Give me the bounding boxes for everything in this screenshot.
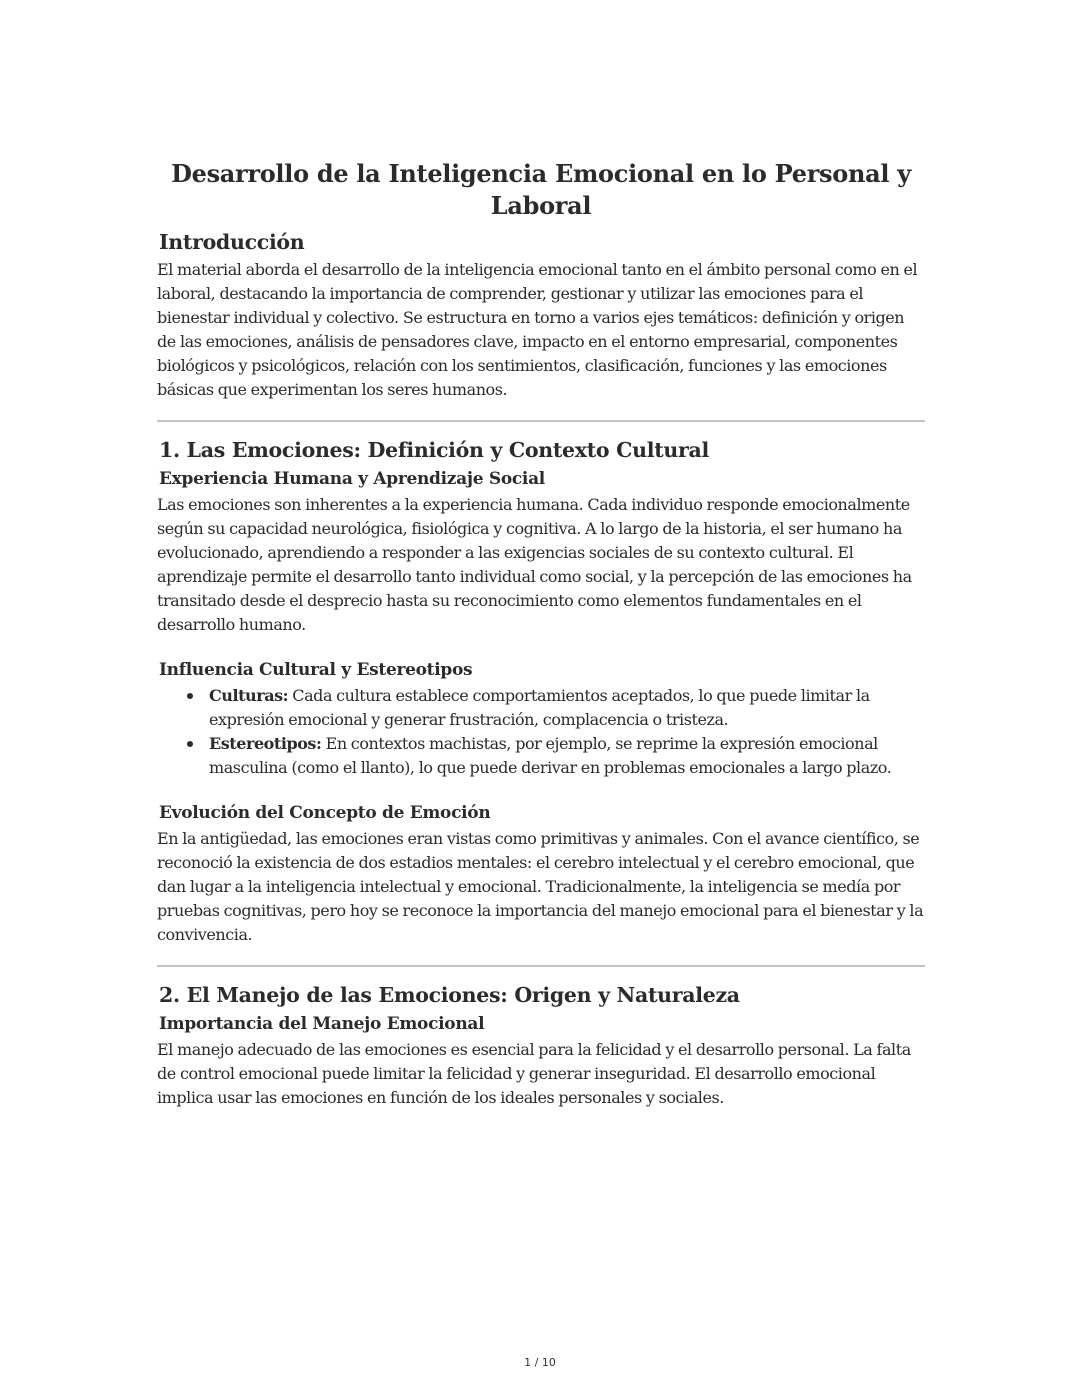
page-number: 1 / 10 — [524, 1356, 556, 1369]
section2-sub1-heading: Importancia del Manejo Emocional — [159, 1014, 485, 1034]
bullet-text: Cada cultura establece comportamientos aceptados, lo que puede limitar la expresión emocional y generar frustración, complacencia o tristeza. — [209, 686, 870, 729]
list-item — [209, 732, 925, 780]
bullet-list — [157, 684, 925, 780]
bullet-icon — [187, 741, 193, 747]
section1-heading: 1. Las Emociones: Definición y Contexto Cultural — [159, 438, 709, 462]
section1-sub1-heading: Experiencia Humana y Aprendizaje Social — [159, 469, 545, 489]
document-page — [157, 158, 925, 1110]
section1-sub3-heading: Evolución del Concepto de Emoción — [159, 803, 491, 823]
section1-sub1-paragraph: Las emociones son inherentes a la experiencia humana. Cada individuo responde emocionalmente según su capacidad neurológica, fisiológica y cognitiva. A lo largo de la historia, el ser humano ha evolucionado, aprendiendo a responder a las exigencias sociales de su contexto cultural. El aprendizaje permite el desarrollo tanto individual como social, y la percepción de las emociones ha transitado desde el desprecio hasta su reconocimiento como elementos fundamentales en el desarrollo humano. — [157, 495, 912, 634]
section2-sub1-paragraph: El manejo adecuado de las emociones es esencial para la felicidad y el desarrollo personal. La falta de control emocional puede limitar la felicidad y generar inseguridad. El desarrollo emocional implica usar las emociones en función de los ideales personales y sociales. — [157, 1040, 911, 1107]
section1-sub3-paragraph: En la antigüedad, las emociones eran vistas como primitivas y animales. Con el avance científico, se reconoció la existencia de dos estadios mentales: el cerebro intelectual y el cerebro emocional, que dan lugar a la inteligencia intelectual y emocional. Tradicionalmente, la inteligencia se medía por pruebas cognitivas, pero hoy se reconoce la importancia del manejo emocional para el bienestar y la convivencia. — [157, 829, 924, 944]
list-item — [209, 684, 925, 732]
bullet-text: En contextos machistas, por ejemplo, se reprime la expresión emocional masculina (como el llanto), lo que puede derivar en problemas emocionales a largo plazo. — [209, 734, 892, 777]
document-title: Desarrollo de la Inteligencia Emocional en lo Personal y Laboral — [171, 159, 911, 220]
bullet-icon — [187, 693, 193, 699]
divider — [157, 420, 925, 422]
bullet-term: Estereotipos: — [209, 734, 322, 753]
intro-heading: Introducción — [159, 230, 305, 254]
divider — [157, 965, 925, 967]
intro-paragraph: El material aborda el desarrollo de la inteligencia emocional tanto en el ámbito personal como en el laboral, destacando la importancia de comprender, gestionar y utilizar las emociones para el bienestar individual y colectivo. Se estructura en torno a varios ejes temáticos: definición y origen de las emociones, análisis de pensadores clave, impacto en el entorno empresarial, componentes biológicos y psicológicos, relación con los sentimientos, clasificación, funciones y las emociones básicas que experimentan los seres humanos. — [157, 260, 918, 399]
bullet-term: Culturas: — [209, 686, 289, 705]
section2-heading: 2. El Manejo de las Emociones: Origen y Naturaleza — [159, 983, 740, 1007]
section1-sub2-heading: Influencia Cultural y Estereotipos — [159, 660, 473, 680]
